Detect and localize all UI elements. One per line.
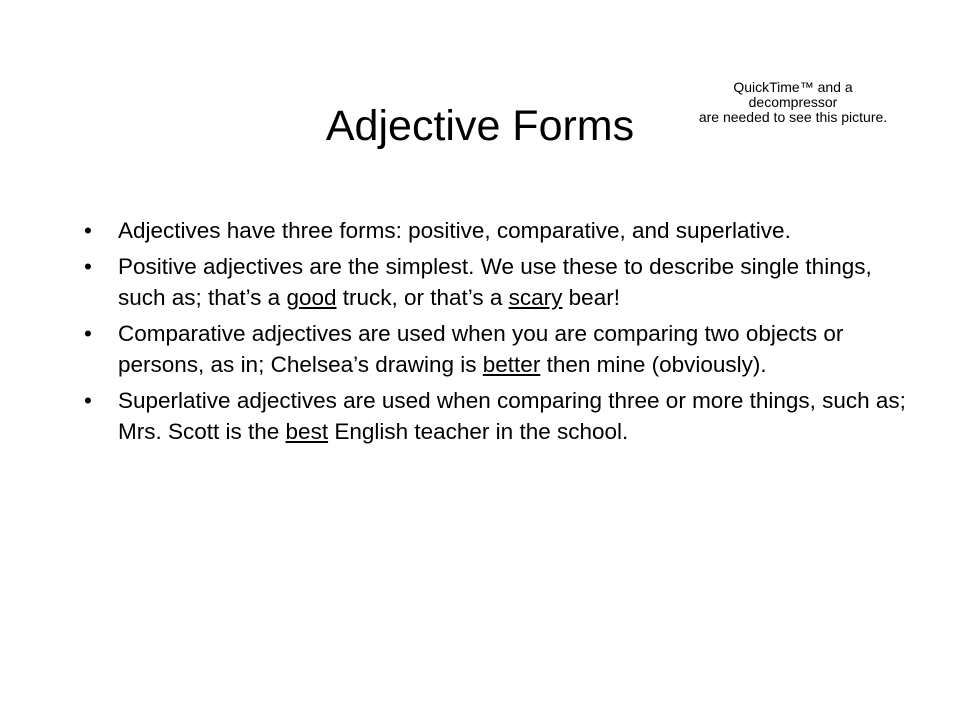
bullet-item	[78, 318, 908, 381]
bullet-text: Adjectives have three forms: positive, comparative, and superlative.	[118, 218, 791, 243]
bullet-text	[118, 388, 906, 445]
bullet-marker: •	[84, 320, 92, 346]
quicktime-placeholder	[688, 80, 898, 125]
bullet-text	[118, 321, 843, 378]
underlined-word: better	[482, 352, 541, 377]
placeholder-line-3: are needed to see this picture.	[698, 109, 888, 125]
bullet-text	[118, 254, 872, 311]
bullet-item	[78, 251, 908, 314]
bullet-item	[78, 385, 908, 448]
text-segment: English teacher in the school.	[328, 419, 629, 444]
placeholder-line-1: QuickTime™ and a	[733, 79, 853, 95]
underlined-word: best	[285, 419, 329, 444]
bullet-marker: •	[84, 253, 92, 279]
bullet-marker: •	[84, 218, 92, 243]
bullet-list	[78, 215, 908, 452]
placeholder-line-2: decompressor	[748, 94, 838, 110]
text-segment: Positive adjectives are the simplest. We use these to describe single things, such as; that’s a	[118, 253, 872, 310]
bullet-marker: •	[84, 387, 92, 413]
slide-title: Adjective Forms	[325, 102, 635, 150]
text-segment: Superlative adjectives are used when comparing three or more things, such as; Mrs. Scott is the	[118, 387, 906, 444]
text-segment: then mine (obviously).	[540, 352, 767, 377]
text-segment: truck, or that’s a	[336, 285, 509, 310]
underlined-word: good	[286, 285, 337, 310]
text-segment: bear!	[562, 285, 620, 310]
underlined-word: scary	[508, 285, 563, 310]
bullet-item	[78, 215, 908, 247]
text-segment: Comparative adjectives are used when you are comparing two objects or persons, as in; Chelsea’s drawing is	[118, 320, 844, 377]
